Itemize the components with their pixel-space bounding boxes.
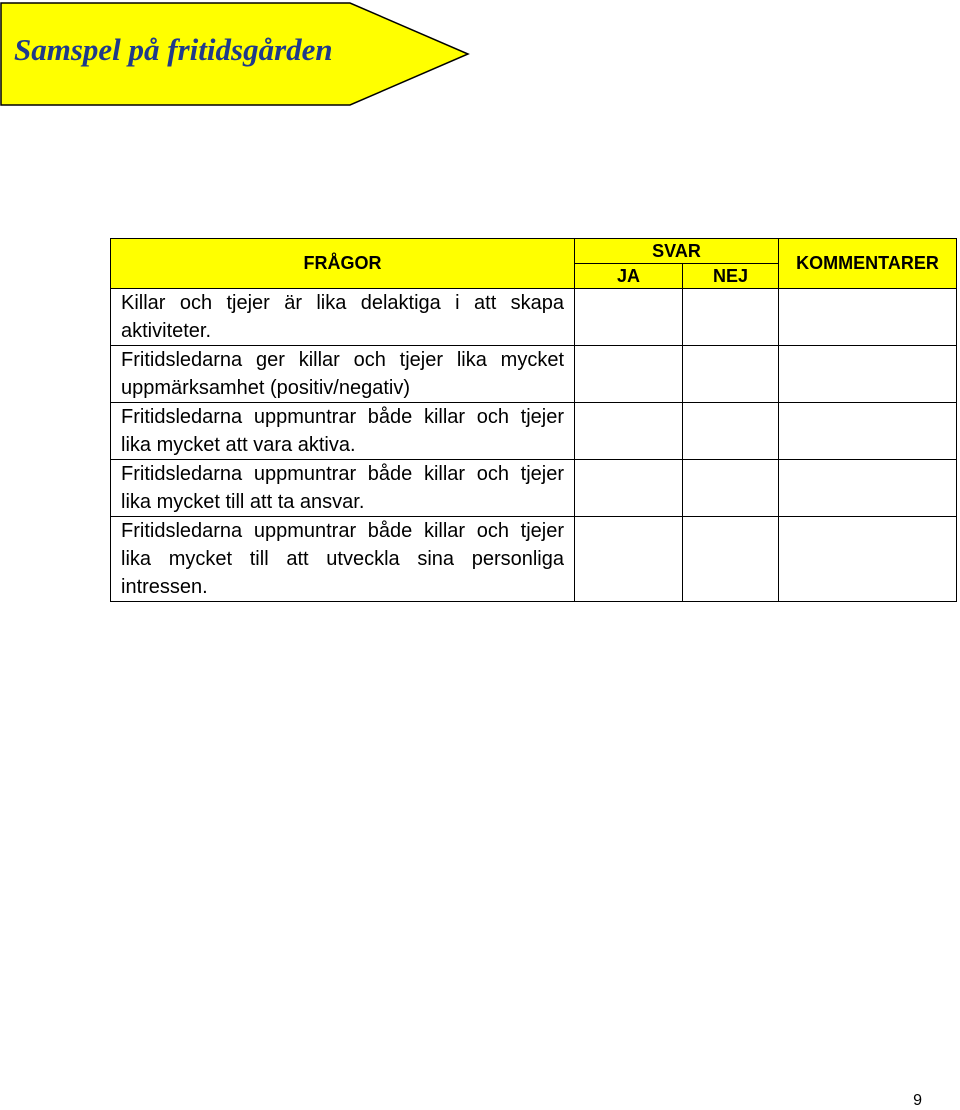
table-row: [111, 403, 957, 460]
header-no: NEJ: [683, 264, 779, 289]
question-text: Fritidsledarna uppmuntrar både killar och tjejer lika mycket att vara aktiva.: [121, 406, 564, 456]
no-cell[interactable]: [683, 346, 779, 403]
comment-cell[interactable]: [779, 403, 957, 460]
page-title: Samspel på fritidsgården: [14, 32, 333, 67]
question-text: Fritidsledarna uppmuntrar både killar och tjejer lika mycket till att utveckla sina personliga intressen.: [121, 520, 564, 598]
question-text: Fritidsledarna uppmuntrar både killar och tjejer lika mycket till att ta ansvar.: [121, 463, 564, 513]
question-cell: [111, 517, 575, 602]
header-questions: FRÅGOR: [111, 239, 575, 289]
question-cell: [111, 289, 575, 346]
comment-cell[interactable]: [779, 346, 957, 403]
header-yes: JA: [575, 264, 683, 289]
question-cell: [111, 346, 575, 403]
table-row: [111, 517, 957, 602]
table-row: [111, 289, 957, 346]
no-cell[interactable]: [683, 517, 779, 602]
yes-cell[interactable]: [575, 460, 683, 517]
page-number: 9: [913, 1092, 922, 1109]
yes-cell[interactable]: [575, 403, 683, 460]
question-cell: [111, 403, 575, 460]
title-banner: [0, 2, 470, 106]
header-row: [111, 239, 957, 264]
question-cell: [111, 460, 575, 517]
header-answer: SVAR: [575, 239, 779, 264]
no-cell[interactable]: [683, 289, 779, 346]
yes-cell[interactable]: [575, 346, 683, 403]
question-text: Fritidsledarna ger killar och tjejer lika mycket uppmärksamhet (positiv/negativ): [121, 349, 564, 399]
yes-cell[interactable]: [575, 517, 683, 602]
comment-cell[interactable]: [779, 517, 957, 602]
question-text: Killar och tjejer är lika delaktiga i att skapa aktiviteter.: [121, 292, 564, 342]
comment-cell[interactable]: [779, 289, 957, 346]
header-comments: KOMMENTARER: [779, 239, 957, 289]
no-cell[interactable]: [683, 403, 779, 460]
comment-cell[interactable]: [779, 460, 957, 517]
survey-table: [110, 238, 957, 602]
table-row: [111, 346, 957, 403]
yes-cell[interactable]: [575, 289, 683, 346]
no-cell[interactable]: [683, 460, 779, 517]
table-row: [111, 460, 957, 517]
